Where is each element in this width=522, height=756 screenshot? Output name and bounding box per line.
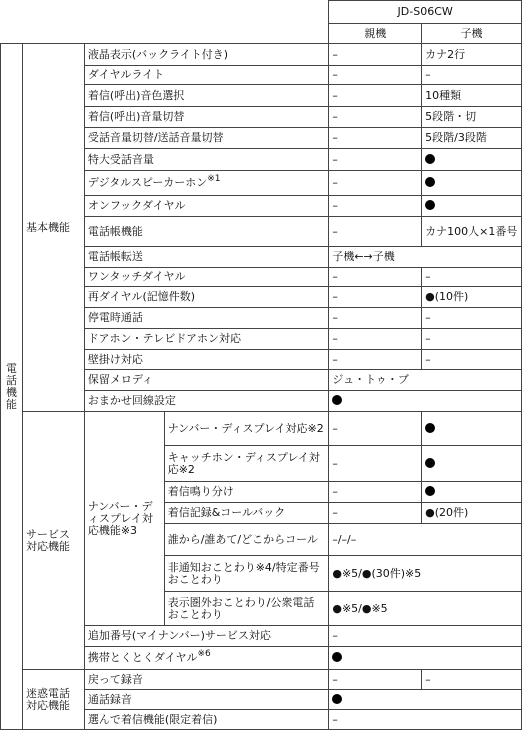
cell-parent: – — [329, 217, 422, 247]
cell-child: – — [422, 670, 522, 690]
row-label: 壁掛け対応 — [84, 350, 329, 370]
cell-child: カナ2行 — [422, 44, 522, 66]
model-name: JD-S06CW — [329, 1, 522, 24]
cell-parent: – — [329, 149, 422, 171]
cell-child: カナ100人×1番号 — [422, 217, 522, 247]
filled-circle-icon — [425, 423, 435, 433]
cell-child: ●(10件) — [422, 287, 522, 308]
cell-child: 10種類 — [422, 85, 522, 107]
cell-child: – — [422, 329, 522, 350]
row-label: 着信(呼出)音量切替 — [84, 107, 329, 128]
row-label: 着信鳴り分け — [164, 482, 329, 503]
row-label: 受話音量切替/送話音量切替 — [84, 128, 329, 149]
row-label: ワンタッチダイヤル — [84, 268, 329, 287]
cell-child: – — [422, 268, 522, 287]
row-label: 選んで着信機能(限定着信) — [84, 710, 329, 730]
row-label: ダイヤルライト — [84, 66, 329, 85]
cell-child: 5段階/3段階 — [422, 128, 522, 149]
cell-child — [422, 412, 522, 446]
footnote-mark: ※1 — [207, 174, 221, 184]
row-label: デジタルスピーカーホン$^{※1}$ — [84, 171, 329, 196]
group-basic: 基本機能 — [22, 44, 84, 412]
cell-parent: – — [329, 350, 422, 370]
filled-circle-icon — [425, 458, 435, 468]
header-blank — [1, 1, 329, 44]
cell-parent: – — [329, 268, 422, 287]
cell-span — [329, 690, 522, 710]
cell-span: ジュ・トゥ・ブ — [329, 370, 522, 391]
row-label: 誰から/誰あて/どこからコール — [164, 524, 329, 556]
cell-child — [422, 446, 522, 482]
row-label: ナンバー・ディスプレイ対応※2 — [164, 412, 329, 446]
cell-span — [329, 647, 522, 670]
cell-span — [329, 391, 522, 412]
cell-child: – — [422, 350, 522, 370]
cell-parent: – — [329, 670, 422, 690]
cell-parent: – — [329, 66, 422, 85]
footnote-mark: ※6 — [197, 649, 211, 659]
cell-parent: – — [329, 482, 422, 503]
row-label: 液晶表示(バックライト付き) — [84, 44, 329, 66]
cell-span: ●※5/●※5 — [329, 592, 522, 626]
cell-span: –/–/– — [329, 524, 522, 556]
cell-child — [422, 149, 522, 171]
cell-parent: – — [329, 287, 422, 308]
cell-parent: – — [329, 171, 422, 196]
row-label: 着信記録&コールバック — [164, 503, 329, 524]
cell-span: – — [329, 626, 522, 647]
cell-parent: – — [329, 412, 422, 446]
row-label: ドアホン・テレビドアホン対応 — [84, 329, 329, 350]
filled-circle-icon — [332, 395, 342, 405]
cell-parent: – — [329, 128, 422, 149]
row-label: 携帯とくとくダイヤル$^{※6}$ — [84, 647, 329, 670]
row-label: キャッチホン・ディスプレイ対応※2 — [164, 446, 329, 482]
cell-parent: – — [329, 107, 422, 128]
row-label: 保留メロディ — [84, 370, 329, 391]
col-header-parent: 親機 — [329, 24, 422, 44]
row-label: 電話帳転送 — [84, 247, 329, 268]
group-service: サービス対応機能 — [22, 412, 84, 670]
cell-parent: – — [329, 329, 422, 350]
cell-span: ●※5/●(30件)※5 — [329, 556, 522, 592]
group-number-display: ナンバー・ディスプレイ対応機能※3 — [84, 412, 164, 626]
cell-span: – — [329, 710, 522, 730]
group-nuisance: 迷惑電話対応機能 — [22, 670, 84, 730]
filled-circle-icon — [332, 652, 342, 662]
row-label: おまかせ回線設定 — [84, 391, 329, 412]
row-label: 通話録音 — [84, 690, 329, 710]
cell-child: – — [422, 308, 522, 329]
cell-parent: – — [329, 503, 422, 524]
row-label: 電話帳機能 — [84, 217, 329, 247]
cell-parent: – — [329, 446, 422, 482]
cell-span: 子機←→子機 — [329, 247, 522, 268]
row-label: 追加番号(マイナンバー)サービス対応 — [84, 626, 329, 647]
category-telephone: 電話機能 — [1, 44, 23, 730]
col-header-child: 子機 — [422, 24, 522, 44]
filled-circle-icon — [332, 694, 342, 704]
cell-child — [422, 196, 522, 217]
cell-child — [422, 171, 522, 196]
cell-parent: – — [329, 44, 422, 66]
row-label: 非通知おことわり※4/特定番号おことわり — [164, 556, 329, 592]
cell-parent: – — [329, 85, 422, 107]
row-label: 戻って録音 — [84, 670, 329, 690]
cell-child — [422, 482, 522, 503]
cell-child: 5段階・切 — [422, 107, 522, 128]
filled-circle-icon — [425, 486, 435, 496]
row-label: 停電時通話 — [84, 308, 329, 329]
cell-parent: – — [329, 196, 422, 217]
row-label: 特大受話音量 — [84, 149, 329, 171]
filled-circle-icon — [425, 177, 435, 187]
row-label: 着信(呼出)音色選択 — [84, 85, 329, 107]
cell-parent: – — [329, 308, 422, 329]
cell-child: ●(20件) — [422, 503, 522, 524]
filled-circle-icon — [425, 200, 435, 210]
row-label: オンフックダイヤル — [84, 196, 329, 217]
row-label: 再ダイヤル(記憶件数) — [84, 287, 329, 308]
row-label: 表示圏外おことわり/公衆電話おことわり — [164, 592, 329, 626]
filled-circle-icon — [425, 154, 435, 164]
cell-child: – — [422, 66, 522, 85]
